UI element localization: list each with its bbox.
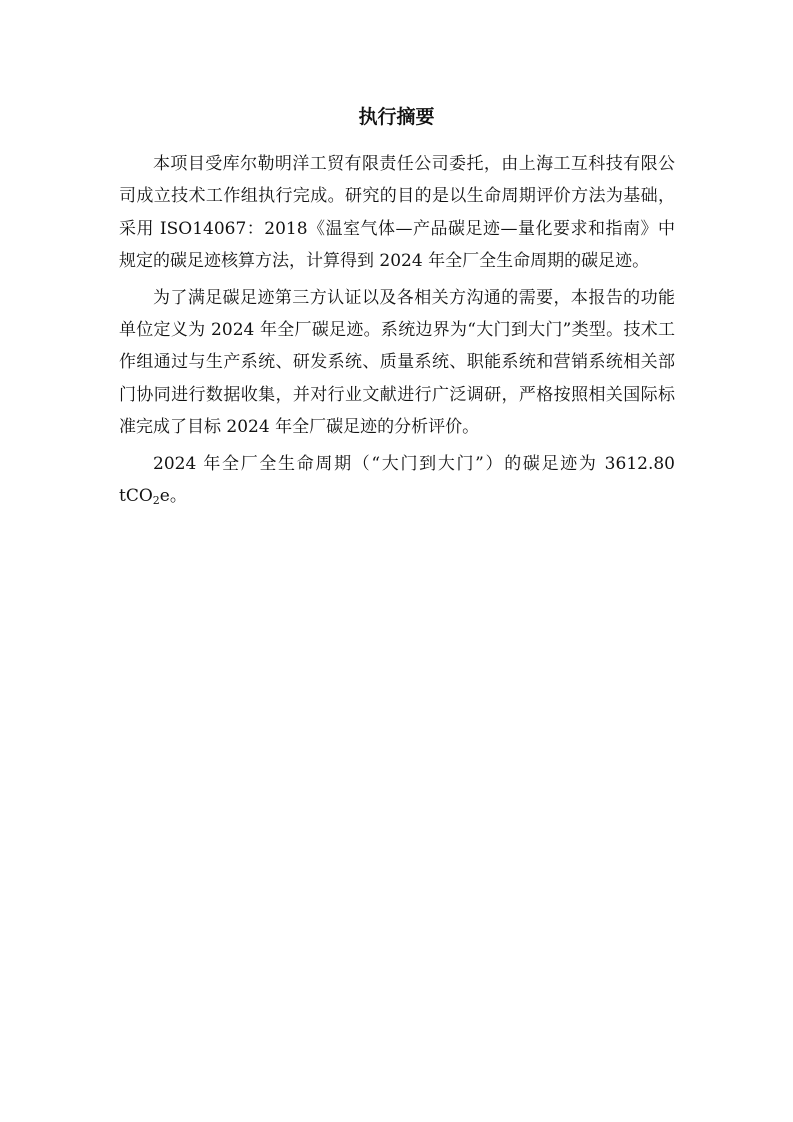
conclusion-suffix: e。 [159,486,187,507]
document-body [119,148,675,516]
conclusion-paragraph [119,448,675,513]
conclusion-text: 2024 年全厂全生命周期（“大门到大门”）的碳足迹为 3612.80 tCO [119,453,675,507]
document-title: 执行摘要 [358,106,435,128]
subscript-2: 2 [152,494,160,508]
paragraph: 本项目受库尔勒明洋工贸有限责任公司委托，由上海工互科技有限公司成立技术工作组执行完成。研究的目的是以生命周期评价方法为基础，采用 ISO14067：2018《温室气体—产品碳足迹—量化要求和指南》中规定的碳足迹核算方法，计算得到 2024 年全厂全生命周期的碳足迹。 [119,154,675,272]
paragraph: 为了满足碳足迹第三方认证以及各相关方沟通的需要，本报告的功能单位定义为 2024 年全厂碳足迹。系统边界为“大门到大门”类型。技术工作组通过与生产系统、研发系统、质量系统、职能系统和营销系统相关部门协同进行数据收集，并对行业文献进行广泛调研，严格按照相关国际标准完成了目标 2024 年全厂碳足迹的分析评价。 [119,287,675,438]
